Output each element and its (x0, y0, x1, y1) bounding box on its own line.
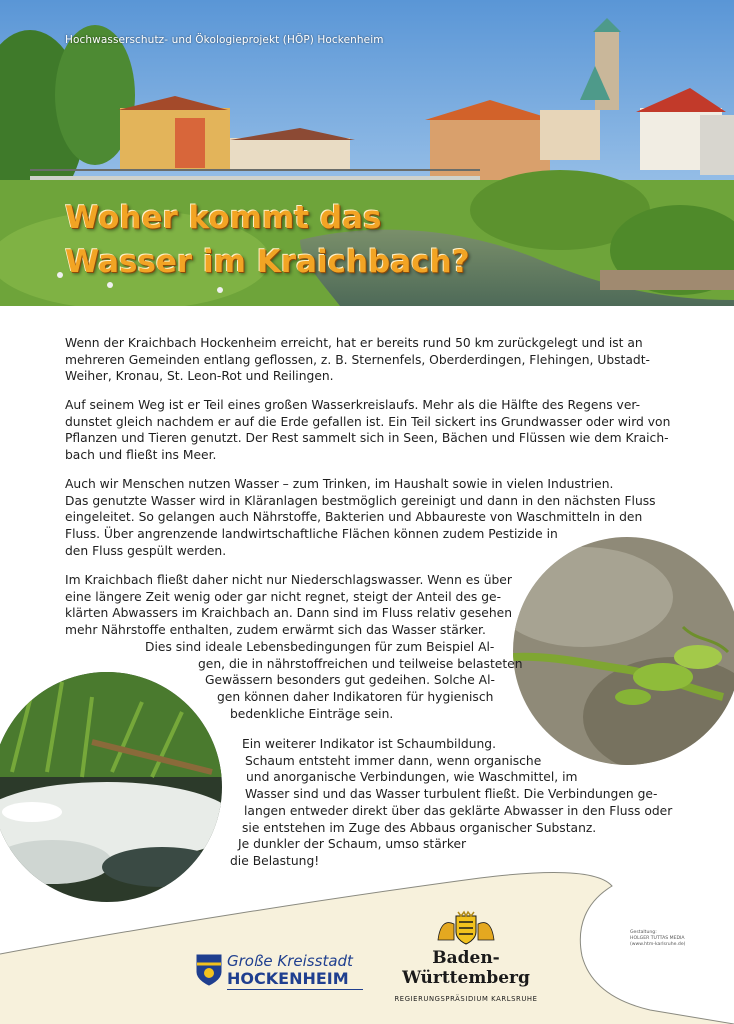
project-label: Hochwasserschutz- und Ökologieprojekt (HÖP) Hockenheim (65, 34, 384, 46)
text-line: bach und fließt ins Meer. (65, 448, 217, 463)
paragraph-route (65, 335, 650, 385)
hockenheim-logo-underline (227, 989, 363, 990)
text-line: Im Kraichbach fließt daher nicht nur Niederschlagswasser. Wenn es über (65, 573, 512, 587)
text-line: Wasser sind und das Wasser turbulent fließt. Die Verbindungen ge- (245, 787, 658, 802)
text-line: und anorganische Verbindungen, wie Waschmittel, im (246, 770, 578, 785)
text-line: Weiher, Kronau, St. Leon-Rot und Reilingen. (65, 369, 334, 384)
credit-line: Gestaltung: (630, 930, 657, 935)
paragraph-foam (0, 736, 734, 870)
text-line: Auch wir Menschen nutzen Wasser – zum Trinken, im Haushalt sowie in vielen Industrien. (65, 477, 614, 491)
text-line: klärten Abwassers im Kraichbach an. Dann sind im Fluss relativ gesehen (65, 606, 513, 621)
text-line: gen, die in nährstoffreichen und teilweise belasteten (198, 656, 523, 671)
baden-wuerttemberg-coat-of-arms-icon (434, 910, 498, 946)
regierungspraesidium-label: REGIERUNGSPRÄSIDIUM KARLSRUHE (394, 995, 538, 1003)
text-line: dunstet gleich nachdem er auf die Erde gefallen ist. Ein Teil sickert ins Grundwasser oder wird von (65, 414, 671, 429)
text-line: bedenkliche Einträge sein. (230, 706, 394, 721)
hockenheim-coat-of-arms-icon (196, 954, 222, 986)
text-line: Wenn der Kraichbach Hockenheim erreicht, hat er bereits rund 50 km zurückgelegt und ist an (65, 336, 643, 350)
text-line: mehreren Gemeinden entlang geflossen, z. B. Sternenfels, Oberderdingen, Flehingen, Ubstadt- (65, 352, 650, 367)
baden-wuerttemberg-name: Baden-Württemberg (402, 948, 530, 988)
text-line: gen können daher Indikatoren für hygienisch (217, 690, 494, 705)
text-line: Schaum entsteht immer dann, wenn organische (245, 753, 542, 768)
hero-photo (0, 0, 734, 306)
hockenheim-logo (196, 952, 366, 992)
credit-line: (www.htm-karlsruhe.de) (630, 942, 686, 947)
text-line: Ein weiterer Indikator ist Schaumbildung. (242, 737, 496, 751)
text-line: sie entstehen im Zuge des Abbaus organischer Substanz. (242, 820, 597, 835)
text-line: die Belastung! (230, 853, 320, 868)
text-line: mehr Nährstoffe enthalten, zudem erwärmt sich das Wasser stärker. (65, 623, 486, 638)
page-title-line-1: Woher kommt das (65, 200, 382, 236)
text-line: Je dunkler der Schaum, umso stärker (238, 837, 467, 852)
hockenheim-logo-line-1: Große Kreisstadt (227, 952, 353, 970)
text-line: eingeleitet. So gelangen auch Nährstoffe, Bakterien und Abbaureste von Waschmitteln in den (65, 510, 643, 525)
hockenheim-logo-line-2: HOCKENHEIM (227, 969, 349, 988)
text-line: Auf seinem Weg ist er Teil eines großen Wasserkreislaufs. Mehr als die Hälfte des Regens ver- (65, 398, 641, 412)
baden-wuerttemberg-logo (378, 910, 554, 1003)
text-line: Dies sind ideale Lebensbedingungen für zum Beispiel Al- (145, 640, 495, 654)
footer-wave (0, 860, 734, 1024)
text-line: Gewässern besonders gut gedeihen. Solche Al- (205, 673, 495, 688)
paragraph-algae (0, 639, 734, 723)
credit-line: HOLGER TUTTAS MEDIA (630, 936, 685, 941)
text-line: den Fluss gespült werden. (65, 543, 227, 558)
paragraph-wastewater (65, 572, 512, 639)
paragraph-water-cycle (65, 397, 670, 464)
paragraph-human-use (65, 476, 656, 560)
text-line: Pflanzen und Tieren genutzt. Der Rest sammelt sich in Seen, Bächen und Flüssen wie dem Kraich- (65, 431, 669, 446)
design-credit (630, 930, 685, 948)
text-line: Das genutzte Wasser wird in Kläranlagen bestmöglich gereinigt und dann in den nächsten Fluss (65, 493, 656, 508)
page-title (65, 196, 470, 284)
page-title-line-2: Wasser im Kraichbach? (65, 244, 470, 280)
text-line: langen entweder direkt über das geklärte Abwasser in den Fluss oder (244, 803, 673, 818)
text-line: Fluss. Über angrenzende landwirtschaftliche Flächen können zudem Pestizide in (65, 527, 558, 542)
text-line: eine längere Zeit wenig oder gar nicht regnet, steigt der Anteil des ge- (65, 589, 502, 604)
